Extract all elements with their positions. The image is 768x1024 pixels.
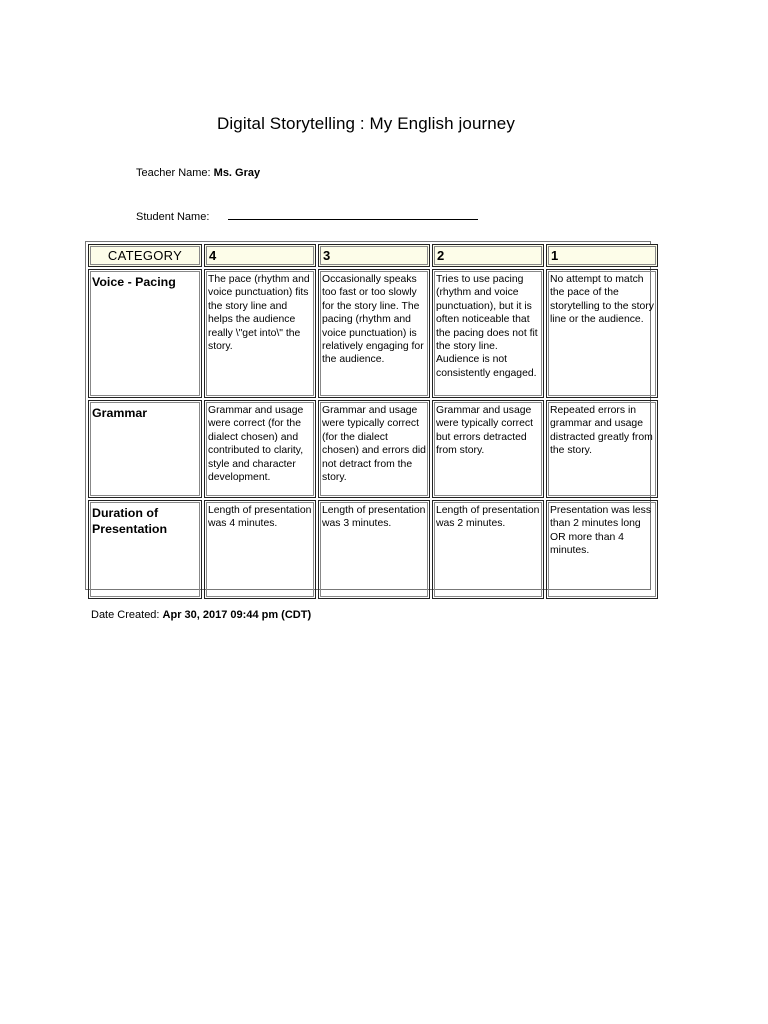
student-name-label: Student Name:: [136, 211, 210, 223]
table-cell: Grammar and usage were correct (for the dialect chosen) and contributed to clarity, style and character development.: [204, 400, 316, 498]
table-cell: Repeated errors in grammar and usage distracted greatly from the story.: [546, 400, 658, 498]
row-category-voice-pacing: Voice - Pacing: [88, 269, 202, 398]
header-score-3: 3: [318, 244, 430, 267]
rubric-table: [86, 242, 660, 601]
header-score-1: 1: [546, 244, 658, 267]
table-cell: Presentation was less than 2 minutes long OR more than 4 minutes.: [546, 500, 658, 599]
header-category: CATEGORY: [88, 244, 202, 267]
row-category-grammar: Grammar: [88, 400, 202, 498]
date-created-label: Date Created:: [91, 609, 160, 621]
table-row: [88, 500, 658, 599]
table-cell: Length of presentation was 4 minutes.: [204, 500, 316, 599]
table-cell: Tries to use pacing (rhythm and voice punctuation), but it is often noticeable that the pacing does not fit the story line. Audience is not consistently engaged.: [432, 269, 544, 398]
table-cell: No attempt to match the pace of the storytelling to the story line or the audience.: [546, 269, 658, 398]
table-row: [88, 269, 658, 398]
header-score-4: 4: [204, 244, 316, 267]
teacher-name-value: Ms. Gray: [213, 167, 261, 179]
table-cell: Grammar and usage were typically correct (for the dialect chosen) and errors did not detract from the story.: [318, 400, 430, 498]
date-created-value: Apr 30, 2017 09:44 pm (CDT): [162, 609, 312, 621]
table-row: [88, 400, 658, 498]
date-created-line: [91, 609, 311, 621]
student-name-line: [136, 207, 478, 223]
table-cell: Grammar and usage were typically correct but errors detracted from story.: [432, 400, 544, 498]
table-cell: Length of presentation was 3 minutes.: [318, 500, 430, 599]
table-cell: Length of presentation was 2 minutes.: [432, 500, 544, 599]
table-cell: The pace (rhythm and voice punctuation) fits the story line and helps the audience really \"get into\" the story.: [204, 269, 316, 398]
teacher-name-label: Teacher Name:: [136, 167, 211, 179]
rubric-table-container: [85, 241, 654, 590]
rubric-header-row: [88, 244, 658, 267]
header-score-2: 2: [432, 244, 544, 267]
student-name-blank: [228, 207, 478, 220]
page-title: Digital Storytelling : My English journey: [217, 114, 515, 133]
table-cell: Occasionally speaks too fast or too slowly for the story line. The pacing (rhythm and voice punctuation) is relatively engaging for the audience.: [318, 269, 430, 398]
row-category-duration: Duration of Presentation: [88, 500, 202, 599]
teacher-name-line: [136, 167, 260, 179]
